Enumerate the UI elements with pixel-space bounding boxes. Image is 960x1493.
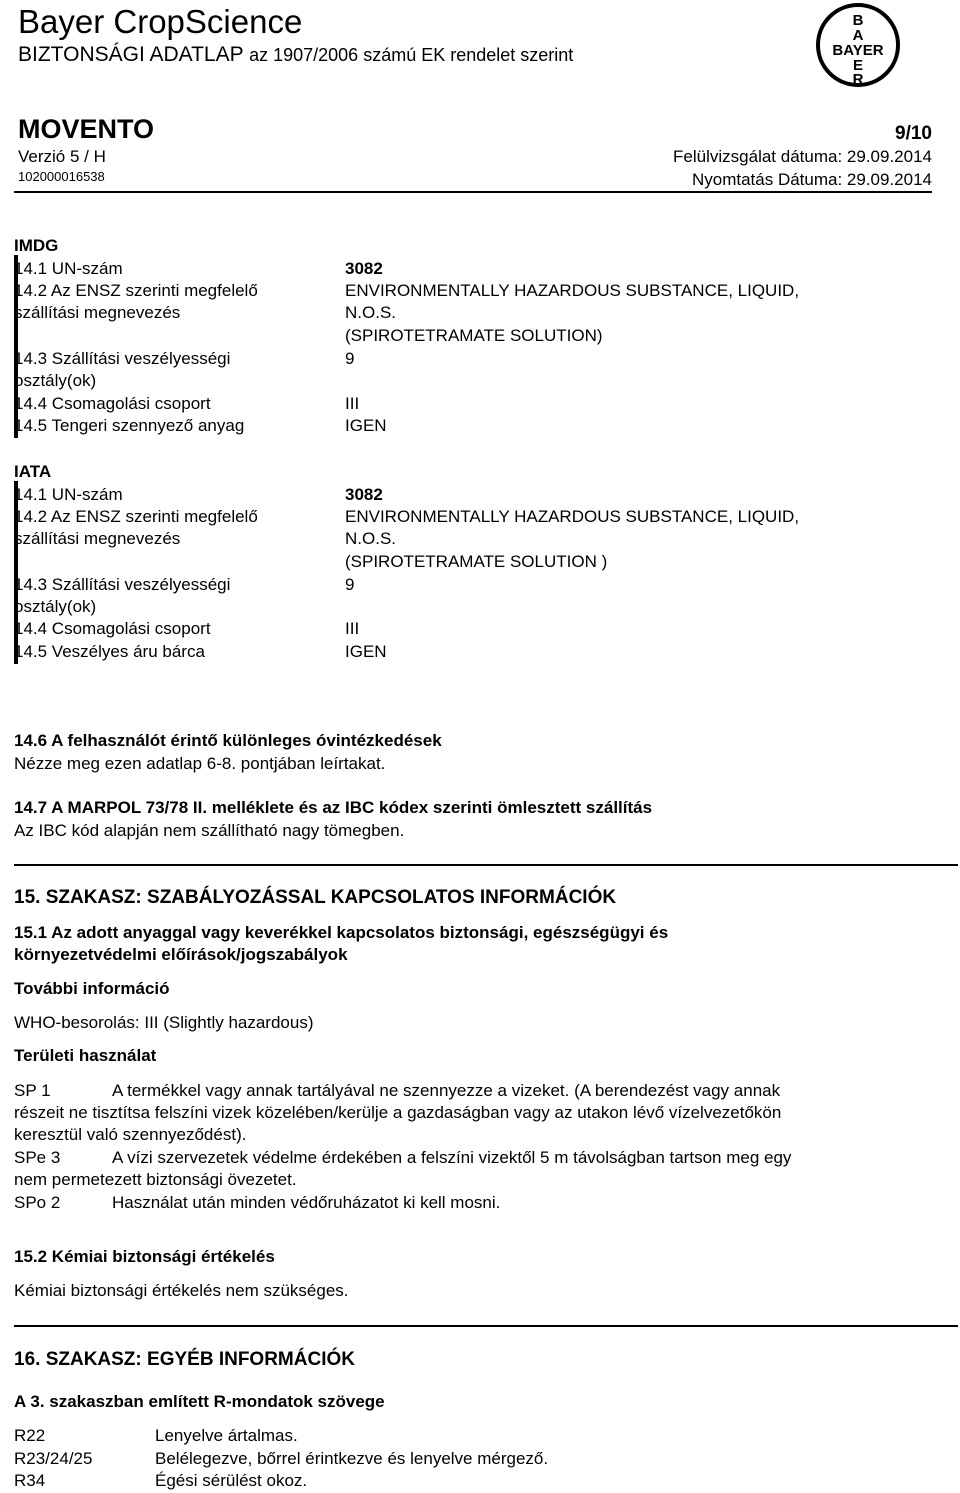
imdg-label: osztály(ok) (14, 371, 97, 390)
sp-code: SPe 3 (14, 1148, 61, 1167)
imdg-value: N.O.S. (345, 303, 397, 322)
iata-label: 14.4 Csomagolási csoport (14, 619, 211, 638)
document-type (18, 41, 573, 69)
product-name: MOVENTO (18, 114, 155, 144)
section-15-2-title: 15.2 Kémiai biztonsági értékelés (14, 1247, 275, 1266)
doc-type-label: BIZTONSÁGI ADATLAP (18, 43, 244, 66)
imdg-label: 14.3 Szállítási veszélyességi (14, 349, 231, 368)
imdg-value: ENVIRONMENTALLY HAZARDOUS SUBSTANCE, LIQUID, (345, 281, 800, 300)
iata-title: IATA (14, 462, 52, 481)
iata-label: 14.1 UN-szám (14, 485, 123, 504)
imdg-value: (SPIROTETRAMATE SOLUTION) (345, 326, 603, 345)
iata-value: N.O.S. (345, 529, 397, 548)
iata-value: III (345, 619, 360, 638)
sp-text-cont: részeit ne tisztítsa felszíni vizek közelében/kerülje a gazdaságban vagy az utakon lévő vízelvezetőkön (14, 1103, 782, 1122)
r-phrase-text: Lenyelve ártalmas. (155, 1426, 298, 1445)
imdg-value: IGEN (345, 416, 387, 435)
sp-text-cont: keresztül való szennyeződést). (14, 1125, 247, 1144)
iata-label: 14.2 Az ENSZ szerinti megfelelő (14, 507, 258, 526)
document-number: 102000016538 (18, 169, 105, 184)
sp-text: A termékkel vagy annak tartályával ne szennyezze a vizeket. (A berendezést vagy annak (112, 1081, 781, 1100)
imdg-label: szállítási megnevezés (14, 303, 181, 322)
r-phrase-code: R23/24/25 (14, 1449, 93, 1468)
section-14-6-title: 14.6 A felhasználót érintő különleges óvintézkedések (14, 731, 442, 750)
sp-text: Használat után minden védőruházatot ki kell mosni. (112, 1193, 501, 1212)
section-15-1-title: 15.1 Az adott anyaggal vagy keverékkel kapcsolatos biztonsági, egészségügyi és (14, 923, 669, 942)
r-phrase-text: Égési sérülést okoz. (155, 1471, 308, 1490)
imdg-label: 14.4 Csomagolási csoport (14, 394, 211, 413)
imdg-label: 14.1 UN-szám (14, 259, 123, 278)
page-number: 9/10 (895, 123, 932, 144)
iata-value: 9 (345, 575, 355, 594)
iata-value: (SPIROTETRAMATE SOLUTION ) (345, 552, 608, 571)
section-15-title: 15. SZAKASZ: SZABÁLYOZÁSSAL KAPCSOLATOS INFORMÁCIÓK (14, 887, 617, 908)
section-16-title: 16. SZAKASZ: EGYÉB INFORMÁCIÓK (14, 1349, 355, 1370)
sp-text-cont: nem permetezett biztonsági övezetet. (14, 1170, 297, 1189)
r-phrase-text: Belélegezve, bőrrel érintkezve és lenyelve mérgező. (155, 1449, 549, 1468)
regulation-label: az 1907/2006 számú EK rendelet szerint (249, 45, 574, 65)
area-use-heading: Területi használat (14, 1046, 157, 1065)
iata-value: 3082 (345, 485, 383, 504)
logo-letter-e: E (852, 57, 864, 74)
section-14-6-text: Nézze meg ezen adatlap 6-8. pontjában leírtakat. (14, 754, 386, 773)
section-15-2-text: Kémiai biztonsági értékelés nem szükséges. (14, 1281, 349, 1300)
sp-text: A vízi szervezetek védelme érdekében a felszíni vizektől 5 m távolságban tartson meg egy (112, 1148, 792, 1167)
logo-letter-r: R (852, 71, 864, 88)
r-phrase-code: R22 (14, 1426, 46, 1445)
iata-label: osztály(ok) (14, 597, 97, 616)
sp-code: SPo 2 (14, 1193, 61, 1212)
imdg-label: 14.5 Tengeri szennyező anyag (14, 416, 245, 435)
imdg-value: 9 (345, 349, 355, 368)
bayer-cross-logo (815, 2, 901, 88)
section-14-7-text: Az IBC kód alapján nem szállítható nagy tömegben. (14, 821, 405, 840)
imdg-label: 14.2 Az ENSZ szerinti megfelelő (14, 281, 258, 300)
version-label: Verzió 5 / H (18, 147, 106, 166)
who-classification: WHO-besorolás: III (Slightly hazardous) (14, 1013, 314, 1032)
imdg-value: 3082 (345, 259, 383, 278)
imdg-title: IMDG (14, 236, 59, 255)
logo-letter-a: A (852, 27, 864, 44)
iata-value: ENVIRONMENTALLY HAZARDOUS SUBSTANCE, LIQUID, (345, 507, 800, 526)
company-name: Bayer CropScience (18, 3, 303, 40)
section-divider (14, 1325, 958, 1327)
r-phrase-code: R34 (14, 1471, 46, 1490)
revision-date: Felülvizsgálat dátuma: 29.09.2014 (673, 147, 932, 166)
iata-label: 14.5 Veszélyes áru bárca (14, 642, 205, 661)
imdg-value: III (345, 394, 360, 413)
logo-letter-b: B (852, 12, 864, 29)
print-date: Nyomtatás Dátuma: 29.09.2014 (691, 170, 932, 189)
section-divider (14, 864, 958, 866)
section-15-1-title-cont: környezetvédelmi előírások/jogszabályok (14, 945, 348, 964)
section-14-7-title: 14.7 A MARPOL 73/78 II. melléklete és az IBC kódex szerinti ömlesztett szállítás (14, 798, 653, 817)
r-phrases-heading: A 3. szakaszban említett R-mondatok szövege (14, 1392, 385, 1411)
header-divider (14, 191, 932, 193)
further-info-heading: További információ (14, 979, 170, 998)
iata-value: IGEN (345, 642, 387, 661)
logo-word-bayer: BAYER (832, 42, 884, 59)
iata-label: 14.3 Szállítási veszélyességi (14, 575, 231, 594)
iata-label: szállítási megnevezés (14, 529, 181, 548)
sp-code: SP 1 (14, 1081, 51, 1100)
